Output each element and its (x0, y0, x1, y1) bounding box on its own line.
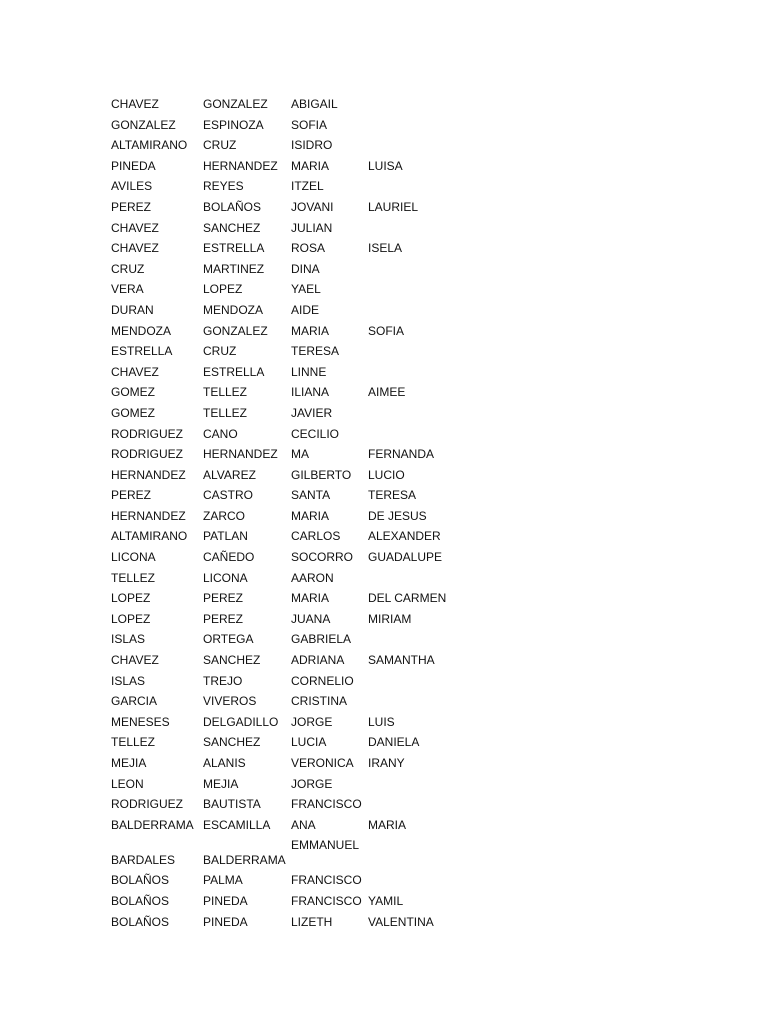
paternal-surname-cell: TELLEZ (111, 570, 156, 585)
maternal-surname-cell: HERNANDEZ (203, 447, 278, 462)
paternal-surname-cell: CHAVEZ (111, 364, 159, 379)
first-name-cell: FRANCISCO (291, 893, 362, 908)
second-name-cell: ALEXANDER (368, 529, 441, 544)
first-name-cell: SOCORRO (291, 550, 354, 565)
paternal-surname-cell: TELLEZ (111, 735, 156, 750)
first-name-cell: AARON (291, 570, 334, 585)
first-name-cell: CECILIO (291, 426, 340, 441)
paternal-surname-cell: BOLAÑOS (111, 873, 170, 888)
second-name-cell: MARIA (368, 817, 407, 832)
first-name-cell: SOFIA (291, 117, 328, 132)
first-name-cell: ITZEL (291, 179, 324, 194)
paternal-surname-cell: RODRIGUEZ (111, 447, 183, 462)
maternal-surname-cell: BOLAÑOS (203, 199, 262, 214)
first-name-cell: TERESA (291, 344, 340, 359)
paternal-surname-cell: GOMEZ (111, 385, 155, 400)
second-name-cell: LUISA (368, 158, 403, 173)
maternal-surname-cell: PEREZ (203, 591, 244, 606)
maternal-surname-cell: CANO (203, 426, 238, 441)
first-name-cell: CORNELIO (291, 673, 354, 688)
maternal-surname-cell: CASTRO (203, 488, 254, 503)
maternal-surname-cell: ESPINOZA (203, 117, 264, 132)
maternal-surname-cell: LICONA (203, 570, 248, 585)
paternal-surname-cell: DURAN (111, 302, 154, 317)
first-name-cell: ROSA (291, 241, 326, 256)
maternal-surname-cell: TELLEZ (203, 385, 248, 400)
second-name-cell: FERNANDA (368, 447, 435, 462)
paternal-surname-cell: ALTAMIRANO (111, 138, 188, 153)
second-name-cell: DEL CARMEN (368, 591, 447, 606)
paternal-surname-cell: BOLAÑOS (111, 914, 170, 929)
maternal-surname-cell: ESTRELLA (203, 241, 265, 256)
first-name-cell: MARIA (291, 508, 330, 523)
first-name-cell: ISIDRO (291, 138, 333, 153)
paternal-surname-cell: RODRIGUEZ (111, 426, 183, 441)
second-name-cell: LUIS (368, 714, 395, 729)
first-name-cell: LIZETH (291, 914, 333, 929)
second-name-cell: VALENTINA (368, 914, 434, 929)
maternal-surname-cell: PALMA (203, 873, 243, 888)
maternal-surname-cell: ZARCO (203, 508, 245, 523)
maternal-surname-cell: SANCHEZ (203, 735, 261, 750)
second-name-cell: LAURIEL (368, 199, 419, 214)
maternal-surname-cell: SANCHEZ (203, 220, 261, 235)
maternal-surname-cell: HERNANDEZ (203, 158, 278, 173)
maternal-surname-cell: DELGADILLO (203, 714, 279, 729)
first-name-cell: FRANCISCO (291, 797, 362, 812)
paternal-surname-cell: CHAVEZ (111, 241, 159, 256)
paternal-surname-cell: RODRIGUEZ (111, 797, 183, 812)
paternal-surname-cell: LEON (111, 776, 144, 791)
first-name-cell: MA (291, 447, 309, 462)
paternal-surname-cell: BALDERRAMA (111, 817, 194, 832)
maternal-surname-cell: PATLAN (203, 529, 248, 544)
second-name-cell: SOFIA (368, 323, 405, 338)
paternal-surname-cell: BOLAÑOS (111, 893, 170, 908)
first-name-cell: GILBERTO (291, 467, 352, 482)
paternal-surname-cell: CHAVEZ (111, 653, 159, 668)
paternal-surname-cell: VERA (111, 282, 144, 297)
paternal-surname-cell: CRUZ (111, 261, 145, 276)
maternal-surname-cell: CAÑEDO (203, 550, 255, 565)
maternal-surname-cell: MENDOZA (203, 302, 263, 317)
maternal-surname-cell: CRUZ (203, 138, 237, 153)
paternal-surname-cell: LICONA (111, 550, 156, 565)
second-name-cell: ISELA (368, 241, 403, 256)
second-name-cell: AIMEE (368, 385, 406, 400)
paternal-surname-cell: MEJIA (111, 756, 147, 770)
maternal-surname-cell: GONZALEZ (203, 97, 268, 111)
first-name-cell: ADRIANA (291, 653, 345, 668)
maternal-surname-cell: BAUTISTA (203, 797, 261, 812)
paternal-surname-cell: PEREZ (111, 488, 152, 503)
paternal-surname-cell: PEREZ (111, 199, 152, 214)
second-name-cell: SAMANTHA (368, 653, 435, 668)
first-name-cell: EMMANUEL (291, 838, 360, 853)
paternal-surname-cell: ALTAMIRANO (111, 529, 188, 544)
first-name-cell: JUANA (291, 611, 331, 626)
first-name-cell: ILIANA (291, 385, 330, 400)
second-name-cell: GUADALUPE (368, 550, 443, 565)
first-name-cell: CRISTINA (291, 694, 348, 709)
paternal-surname-cell: GONZALEZ (111, 117, 176, 132)
first-name-cell: JORGE (291, 776, 333, 791)
maternal-surname-cell: PINEDA (203, 914, 248, 929)
first-name-cell: CARLOS (291, 529, 341, 544)
paternal-surname-cell: HERNANDEZ (111, 467, 186, 482)
first-name-cell: MARIA (291, 323, 330, 338)
maternal-surname-cell: REYES (203, 179, 244, 194)
paternal-surname-cell: CHAVEZ (111, 220, 159, 235)
first-name-cell: ABIGAIL (291, 97, 338, 111)
maternal-surname-cell: TREJO (203, 673, 243, 688)
maternal-surname-cell: ORTEGA (203, 632, 254, 647)
maternal-surname-cell: VIVEROS (203, 694, 257, 709)
maternal-surname-cell: ESTRELLA (203, 364, 265, 379)
maternal-surname-cell: ALANIS (203, 756, 246, 770)
maternal-surname-cell: SANCHEZ (203, 653, 261, 668)
maternal-surname-cell: PEREZ (203, 611, 244, 626)
paternal-surname-cell: PINEDA (111, 158, 156, 173)
first-name-cell: YAEL (291, 282, 321, 297)
first-name-cell: ANA (291, 817, 316, 832)
first-name-cell: JORGE (291, 714, 333, 729)
maternal-surname-cell: ESCAMILLA (203, 817, 271, 832)
first-name-cell: JOVANI (291, 199, 334, 214)
paternal-surname-cell: LOPEZ (111, 591, 151, 606)
first-name-cell: FRANCISCO (291, 873, 362, 888)
maternal-surname-cell: PINEDA (203, 893, 248, 908)
second-name-cell: IRANY (368, 756, 405, 770)
maternal-surname-cell: BALDERRAMA (203, 853, 286, 868)
second-name-cell: LUCIO (368, 467, 405, 482)
first-name-cell: GABRIELA (291, 632, 352, 647)
second-name-cell: DE JESUS (368, 508, 427, 523)
paternal-surname-cell: ESTRELLA (111, 344, 173, 359)
second-name-cell: TERESA (368, 488, 417, 503)
first-name-cell: SANTA (291, 488, 331, 503)
second-name-cell: DANIELA (368, 735, 420, 750)
maternal-surname-cell: TELLEZ (203, 405, 248, 420)
maternal-surname-cell: LOPEZ (203, 282, 243, 297)
paternal-surname-cell: GOMEZ (111, 405, 155, 420)
maternal-surname-cell: MEJIA (203, 776, 239, 791)
first-name-cell: LUCIA (291, 735, 327, 750)
paternal-surname-cell: CHAVEZ (111, 97, 159, 111)
paternal-surname-cell: MENDOZA (111, 323, 171, 338)
paternal-surname-cell: AVILES (111, 179, 153, 194)
paternal-surname-cell: ISLAS (111, 632, 146, 647)
first-name-cell: DINA (291, 261, 320, 276)
maternal-surname-cell: CRUZ (203, 344, 237, 359)
first-name-cell: LINNE (291, 364, 327, 379)
first-name-cell: AIDE (291, 302, 320, 317)
second-name-cell: MIRIAM (368, 611, 412, 626)
second-name-cell: YAMIL (368, 893, 404, 908)
first-name-cell: MARIA (291, 158, 330, 173)
first-name-cell: JAVIER (291, 405, 333, 420)
paternal-surname-cell: GARCIA (111, 694, 158, 709)
maternal-surname-cell: MARTINEZ (203, 261, 265, 276)
paternal-surname-cell: HERNANDEZ (111, 508, 186, 523)
first-name-cell: JULIAN (291, 220, 333, 235)
maternal-surname-cell: GONZALEZ (203, 323, 268, 338)
paternal-surname-cell: MENESES (111, 714, 170, 729)
paternal-surname-cell: LOPEZ (111, 611, 151, 626)
maternal-surname-cell: ALVAREZ (203, 467, 256, 482)
first-name-cell: MARIA (291, 591, 330, 606)
paternal-surname-cell: ISLAS (111, 673, 146, 688)
first-name-cell: VERONICA (291, 756, 354, 770)
paternal-surname-cell: BARDALES (111, 853, 176, 868)
